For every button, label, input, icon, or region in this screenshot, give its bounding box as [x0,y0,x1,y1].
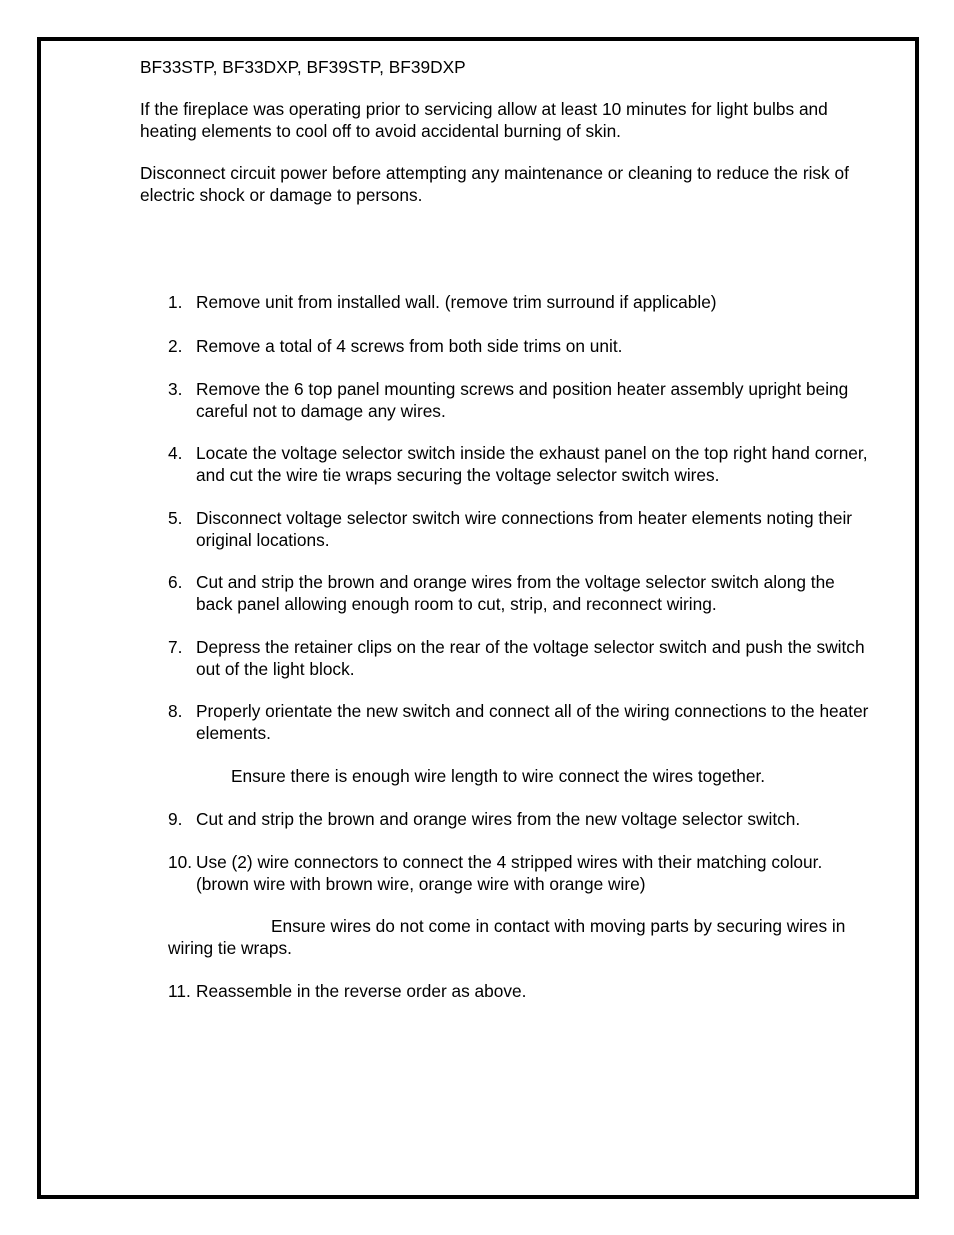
step-number: 6. [168,572,183,592]
step-text: Use (2) wire connectors to connect the 4 stripped wires with their matching colour. (brown wire with brown wire, orange wire with orange wire) [196,852,823,894]
step-text: Properly orientate the new switch and connect all of the wiring connections to the heater elements. [196,701,869,743]
step-text: Cut and strip the brown and orange wires from the new voltage selector switch. [196,809,801,829]
step-number: 4. [168,443,183,463]
step-7 [168,637,873,680]
wire-length-note: Ensure there is enough wire length to wire connect the wires together. [231,766,766,786]
step-number: 7. [168,637,183,657]
step-4 [168,443,873,486]
step-text: Remove a total of 4 screws from both side trims on unit. [196,336,623,356]
page-border [37,37,919,1199]
step-5 [168,508,873,551]
step-number: 11. [168,981,191,1001]
step-text: Disconnect voltage selector switch wire connections from heater elements noting their original locations. [196,508,853,550]
step-6 [168,572,873,615]
step-10 [168,852,873,895]
step-number: 5. [168,508,183,528]
step-text: Remove unit from installed wall. (remove trim surround if applicable) [196,292,717,312]
power-warning: Disconnect circuit power before attempting any maintenance or cleaning to reduce the risk of electric shock or damage to persons. [140,163,849,205]
cooling-warning: If the fireplace was operating prior to servicing allow at least 10 minutes for light bulbs and heating elements to cool off to avoid accidental burning of skin. [140,99,828,141]
step-number: 10. [168,852,193,872]
step-number: 8. [168,701,183,721]
step-3 [168,379,873,422]
step-11 [168,981,873,1003]
step-number: 1. [168,292,183,312]
step-9 [168,809,873,831]
step-text: Locate the voltage selector switch inside the exhaust panel on the top right hand corner, and cut the wire tie wraps securing the voltage selector switch wires. [196,443,868,485]
step-1 [168,292,873,314]
moving-parts-note: Ensure wires do not come in contact with moving parts by securing wires in wiring tie wraps. [168,916,846,958]
model-numbers: BF33STP, BF33DXP, BF39STP, BF39DXP [140,57,466,77]
step-number: 9. [168,809,183,829]
step-number: 3. [168,379,183,399]
step-text: Reassemble in the reverse order as above. [196,981,527,1001]
step-2 [168,336,873,358]
step-text: Remove the 6 top panel mounting screws and position heater assembly upright being careful not to damage any wires. [196,379,849,421]
step-number: 2. [168,336,183,356]
step-text: Cut and strip the brown and orange wires from the voltage selector switch along the back panel allowing enough room to cut, strip, and reconnect wiring. [196,572,835,614]
step-text: Depress the retainer clips on the rear of the voltage selector switch and push the switch out of the light block. [196,637,865,679]
step-8 [168,701,873,744]
